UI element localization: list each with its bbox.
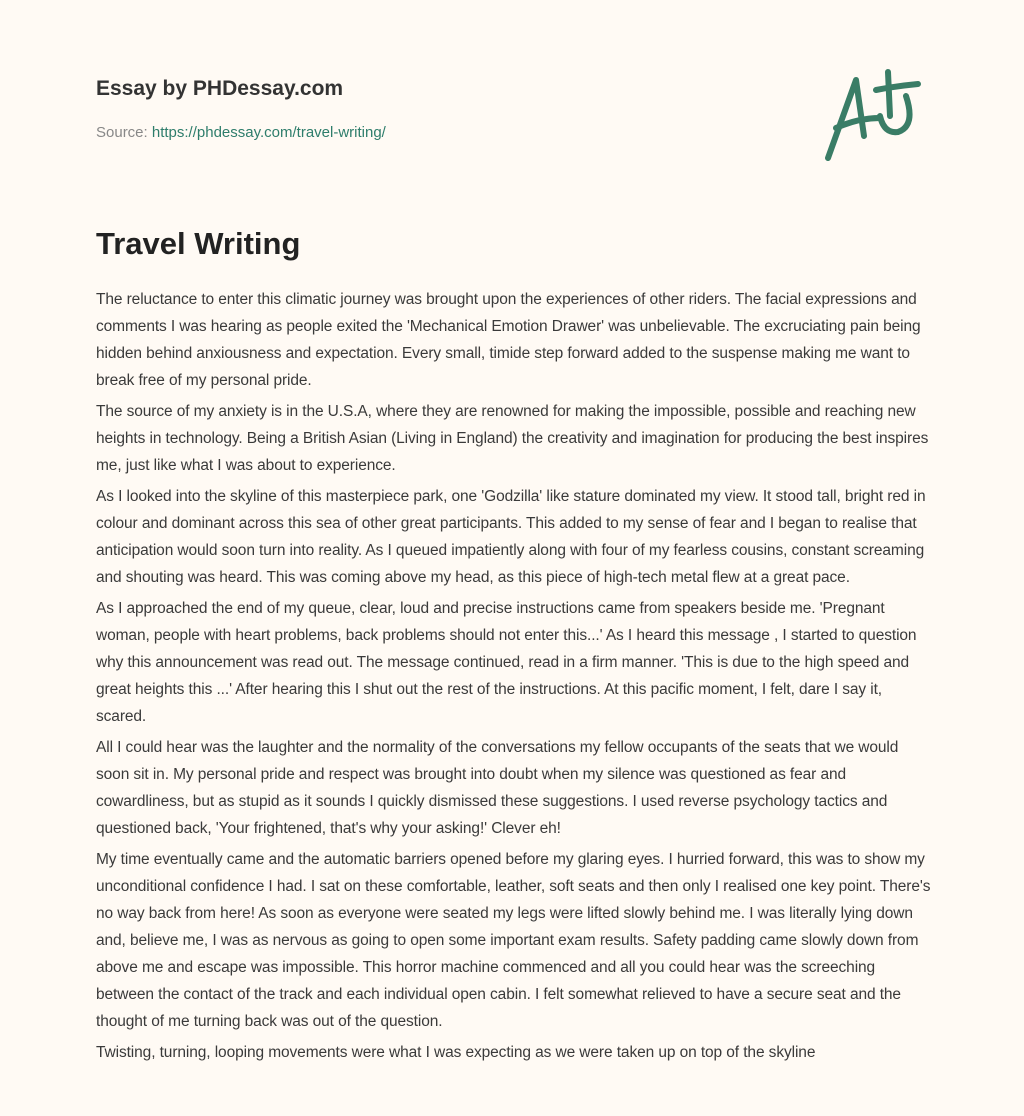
paragraph: All I could hear was the laughter and the normality of the conversations my fellow occupants of the seats that we would soon sit in. My personal pride and respect was brought into doubt when my silence was questioned as fear and cowardliness, but as stupid as it sounds I quickly dismissed these suggestions. I used reverse psychology tactics and questioned back, 'Your frightened, that's why your asking!' Clever eh! [96, 739, 899, 837]
paragraph: As I looked into the skyline of this masterpiece park, one 'Godzilla' like stature dominated my view. It stood tall, bright red in colour and dominant across this sea of other great participants. This added to my sense of fear and I began to realise that anticipation would soon turn into reality. As I queued impatiently along with four of my fearless cousins, constant screaming and shouting was heard. This was coming above my head, as this piece of high-tech metal flew at a great pace. [96, 488, 926, 586]
paragraph: Twisting, turning, looping movements were what I was expecting as we were taken up on top of the skyline [96, 1044, 816, 1061]
brand-title: Essay by PHDessay.com [96, 77, 344, 100]
article-title: Travel Writing [96, 226, 301, 261]
paragraph: My time eventually came and the automatic barriers opened before my glaring eyes. I hurried forward, this was to show my unconditional confidence I had. I sat on these comfortable, leather, soft seats and then only I realised one key point. There's no way back from here! As soon as everyone were seated my legs were lifted slowly behind me. I was literally lying down and, believe me, I was as nervous as going to open some important exam results. Safety padding came slowly down from above me and escape was impossible. This horror machine commenced and all you could hear was the screeching between the contact of the track and each individual open cabin. I felt somewhat relieved to have a secure seat and the thought of me turning back was out of the question. [96, 851, 931, 1030]
essay-header [0, 0, 1024, 200]
source-label: Source: [96, 124, 148, 141]
paragraph: As I approached the end of my queue, clear, loud and precise instructions came from speakers beside me. 'Pregnant woman, people with heart problems, back problems should not enter this...' As I heard this message , I started to question why this announcement was read out. The message continued, read in a firm manner. 'This is due to the high speed and great heights this ...' After hearing this I shut out the rest of the instructions. At this pacific moment, I felt, dare I say it, scared. [96, 600, 917, 725]
source-link[interactable]: https://phdessay.com/travel-writing/ [151, 124, 386, 141]
a-plus-logo-icon [818, 66, 928, 166]
source-line [96, 124, 386, 141]
paragraph: The source of my anxiety is in the U.S.A, where they are renowned for making the impossible, possible and reaching new heights in technology. Being a British Asian (Living in England) the creativity and imagination for producing the best inspires me, just like what I was about to experience. [96, 403, 929, 474]
article-body [96, 286, 931, 1070]
paragraph: The reluctance to enter this climatic journey was brought upon the experiences of other riders. The facial expressions and comments I was hearing as people exited the 'Mechanical Emotion Drawer' was unbelievable. The excruciating pain being hidden behind anxiousness and expectation. Every small, timide step forward added to the suspense making me want to break free of my personal pride. [96, 291, 921, 389]
